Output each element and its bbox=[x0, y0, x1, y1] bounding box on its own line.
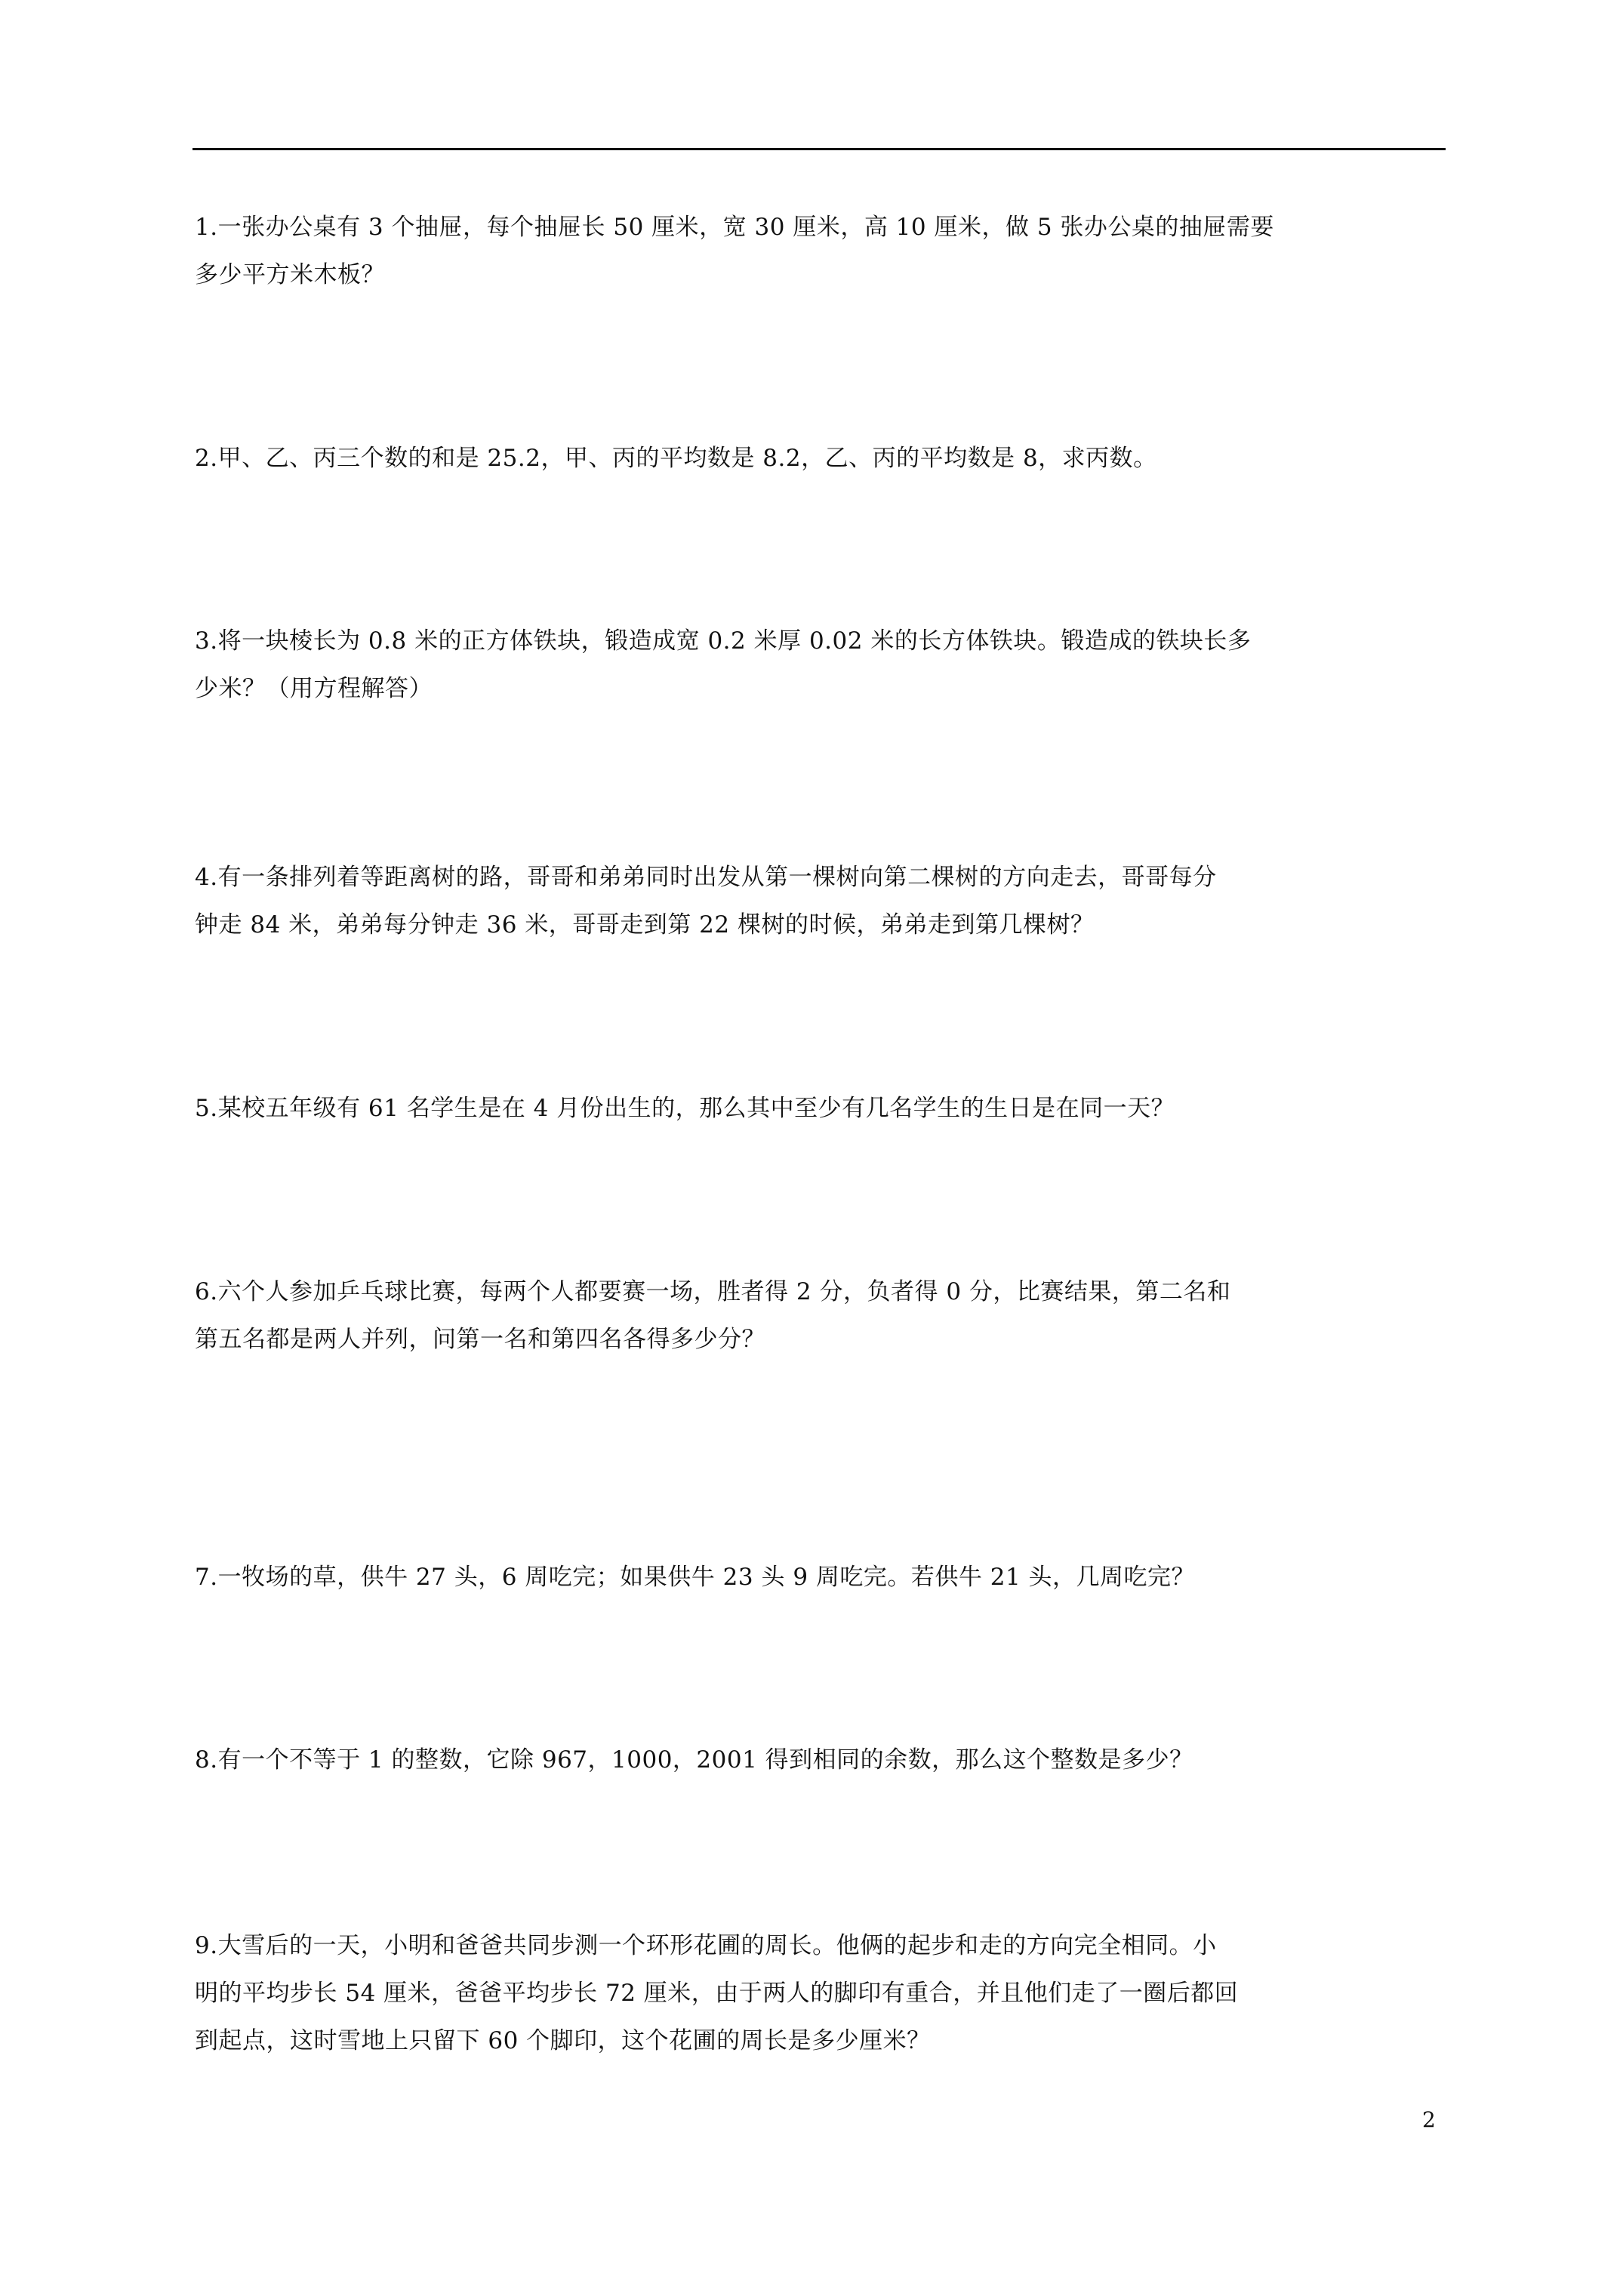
problem-2-line-1: 2.甲、乙、丙三个数的和是 25.2，甲、丙的平均数是 8.2，乙、丙的平均数是 8，求丙数。 bbox=[195, 445, 1157, 472]
problem-8 bbox=[195, 1737, 1448, 1784]
problem-2 bbox=[195, 435, 1448, 482]
problem-1-line-1: 1.一张办公桌有 3 个抽屉，每个抽屉长 50 厘米，宽 30 厘米，高 10 厘米，做 5 张办公桌的抽屉需要 bbox=[195, 214, 1274, 241]
problem-3 bbox=[195, 618, 1448, 713]
problem-9-line-1: 9.大雪后的一天，小明和爸爸共同步测一个环形花圃的周长。他俩的起步和走的方向完全相同。小 bbox=[195, 1932, 1217, 1959]
problem-6-line-2: 第五名都是两人并列，问第一名和第四名各得多少分？ bbox=[195, 1326, 765, 1353]
problem-4-line-1: 4.有一条排列着等距离树的路，哥哥和弟弟同时出发从第一棵树向第二棵树的方向走去，哥哥每分 bbox=[195, 864, 1217, 891]
problem-5-line-1: 5.某校五年级有 61 名学生是在 4 月份出生的，那么其中至少有几名学生的生日是在同一天？ bbox=[195, 1095, 1175, 1122]
problem-6-line-1: 6.六个人参加乒乓球比赛，每两个人都要赛一场，胜者得 2 分，负者得 0 分，比赛结果，第二名和 bbox=[195, 1278, 1231, 1305]
problem-3-line-2: 少米？（用方程解答） bbox=[195, 675, 433, 702]
problem-7-line-1: 7.一牧场的草，供牛 27 头，6 周吃完；如果供牛 23 头 9 周吃完。若供牛 21 头，几周吃完？ bbox=[195, 1564, 1196, 1591]
problem-9 bbox=[195, 1922, 1448, 2065]
problem-9-line-3: 到起点，这时雪地上只留下 60 个脚印，这个花圃的周长是多少厘米？ bbox=[195, 2027, 931, 2054]
problem-8-line-1: 8.有一个不等于 1 的整数，它除 967，1000，2001 得到相同的余数，那么这个整数是多少？ bbox=[195, 1746, 1193, 1774]
header-rule bbox=[192, 148, 1446, 150]
problem-9-line-2: 明的平均步长 54 厘米，爸爸平均步长 72 厘米，由于两人的脚印有重合，并且他们走了一圈后都回 bbox=[195, 1980, 1239, 2007]
problem-5 bbox=[195, 1085, 1448, 1133]
problem-1 bbox=[195, 204, 1448, 299]
problem-4 bbox=[195, 854, 1448, 949]
problem-3-line-1: 3.将一块棱长为 0.8 米的正方体铁块，锻造成宽 0.2 米厚 0.02 米的长方体铁块。锻造成的铁块长多 bbox=[195, 627, 1252, 655]
problem-1-line-2: 多少平方米木板？ bbox=[195, 261, 385, 288]
problem-6 bbox=[195, 1268, 1448, 1364]
page-number: 2 bbox=[1422, 2107, 1436, 2132]
problem-4-line-2: 钟走 84 米，弟弟每分钟走 36 米，哥哥走到第 22 棵树的时候，弟弟走到第几棵树？ bbox=[195, 911, 1095, 938]
problem-7 bbox=[195, 1554, 1448, 1601]
